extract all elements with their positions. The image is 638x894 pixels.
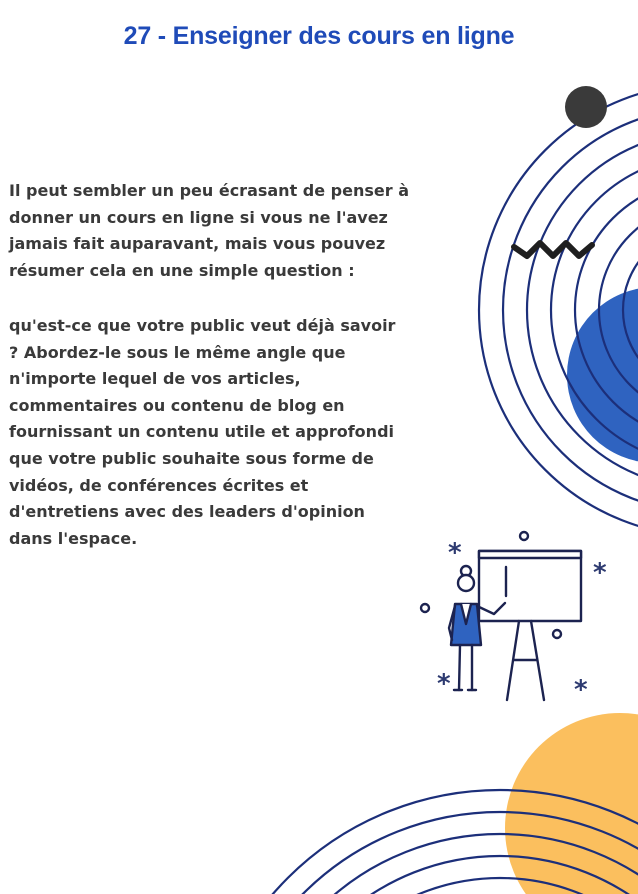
intro-paragraph: Il peut sembler un peu écrasant de penser à donner un cours en ligne si vous ne l'avez jamais fait auparavant, mais vous pouvez résumer cela en une simple question : [9, 181, 409, 280]
blue-circle-shape [567, 287, 638, 463]
dark-circle-shape [565, 86, 607, 128]
page-title: 27 - Enseigner des cours en ligne [123, 22, 515, 50]
asterisk-icon: * [437, 669, 451, 699]
asterisk-icon: * [448, 538, 462, 568]
asterisk-icon: * [574, 675, 588, 705]
zigzag-shape [514, 243, 592, 256]
asterisk-icon: * [593, 558, 607, 588]
body-paragraph: qu'est-ce que votre public veut déjà savoir ? Abordez-le sous le même angle que n'importe lequel de vos articles, commentaires ou contenu de blog en fournissant un contenu utile et approfondi que votre public souhaite sous forme de vidéos, de conférences écrites et d'entretiens avec des leaders d'opinion dans l'espace. [9, 316, 396, 548]
